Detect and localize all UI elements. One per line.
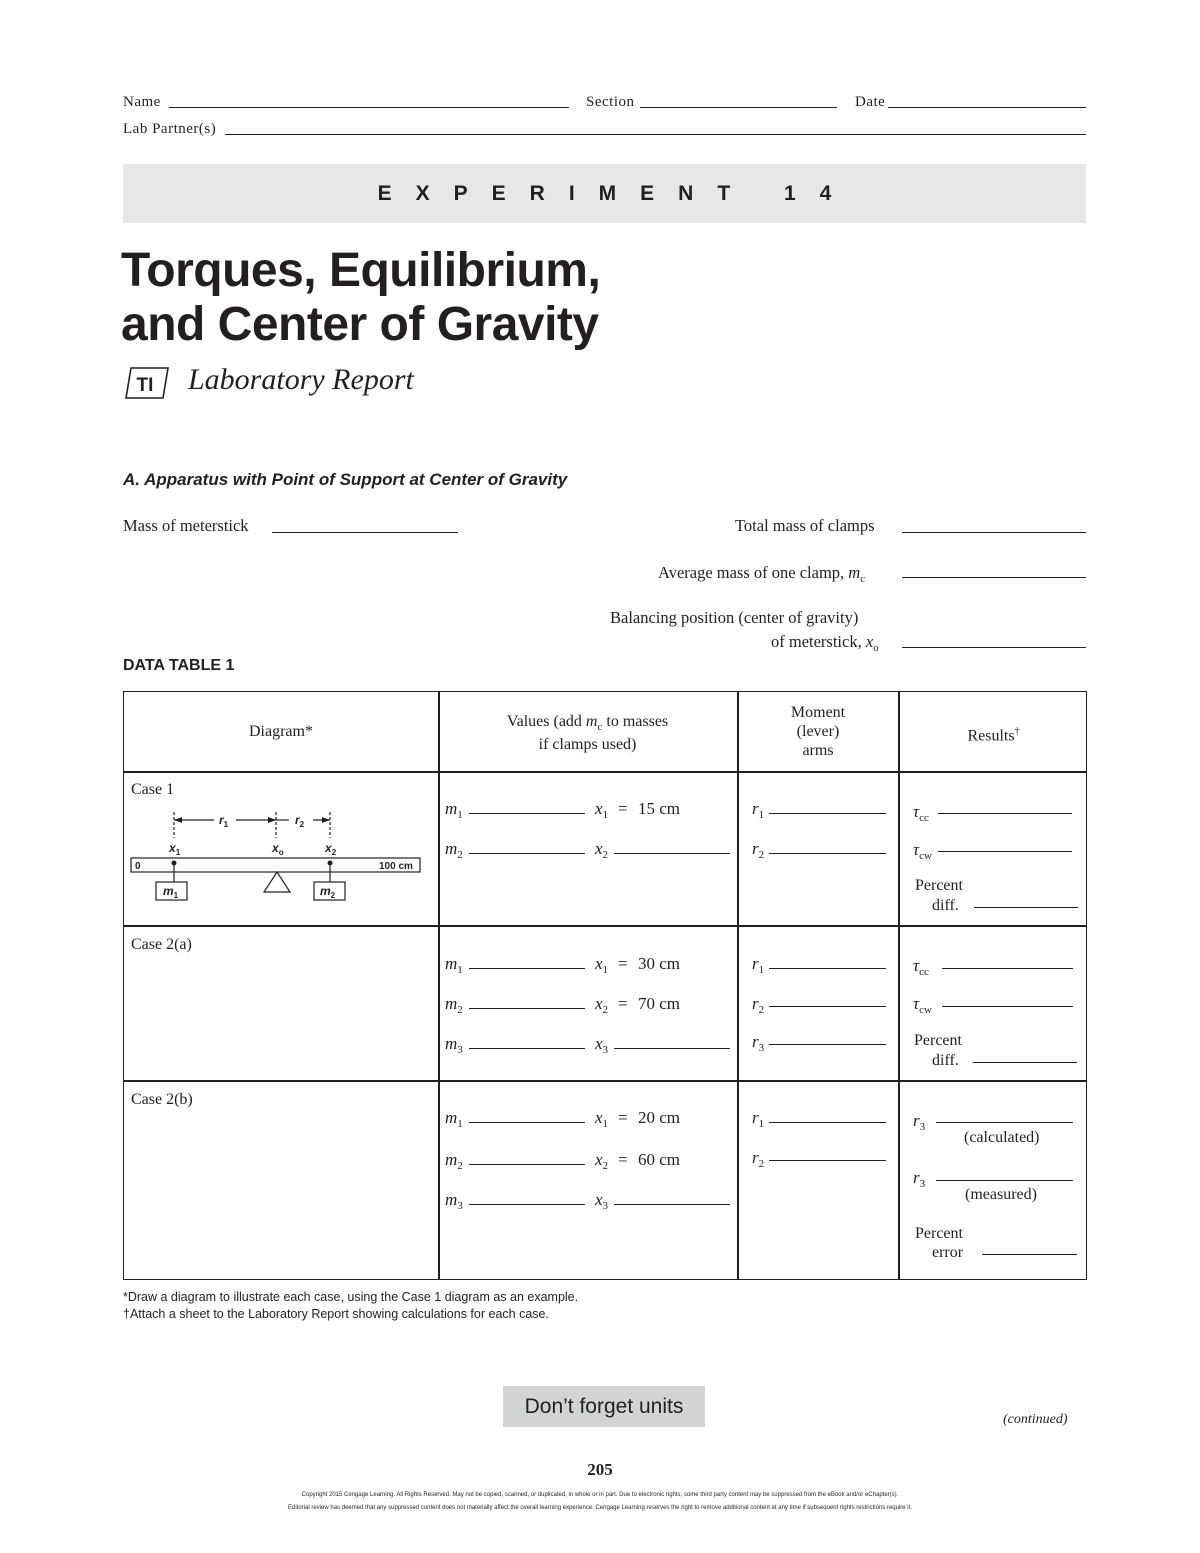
- case2a-x2-equals: =: [618, 994, 628, 1013]
- row-divider: [124, 925, 1086, 927]
- case2b-r3-calculated-input[interactable]: [936, 1122, 1073, 1123]
- diagram-x2-label: $x_2$: [325, 841, 337, 857]
- case1-m1-input[interactable]: [469, 813, 585, 814]
- case2b-x3-input[interactable]: [614, 1204, 730, 1205]
- copyright-line-1: Copyright 2015 Cengage Learning. All Rights Reserved. May not be copied, scanned, or duplicated, in whole or in part. Due to electronic rights, some third party content may be suppressed from the eBook and/or eChapter(s).: [301, 1492, 899, 1498]
- case2a-tau-cw-input[interactable]: [942, 1006, 1073, 1007]
- diagram-m2-label: $m_2$: [320, 884, 336, 900]
- case2a-tau-cw-label: $\tau_{cw}$: [913, 994, 932, 1016]
- case2b-m3-label: $m_3$: [445, 1190, 463, 1212]
- case2a-r1-input[interactable]: [769, 968, 886, 969]
- case2b-r1-input[interactable]: [769, 1122, 886, 1123]
- mass-meterstick-field[interactable]: [272, 532, 458, 533]
- case2b-x3-label: $x_3$: [595, 1190, 609, 1212]
- case2b-r3-meas-label: $r_3$: [913, 1168, 926, 1190]
- title-line-1: Torques, Equilibrium,: [121, 244, 601, 297]
- case1-tau-cc-input[interactable]: [938, 813, 1072, 814]
- case1-percent-diff-input[interactable]: [974, 907, 1078, 908]
- subtitle: Laboratory Report: [188, 363, 414, 396]
- case2a-m2-input[interactable]: [469, 1008, 585, 1009]
- case2a-m2-label: $m_2$: [445, 994, 463, 1016]
- case2b-measured-label: (measured): [965, 1186, 1037, 1203]
- date-field[interactable]: [888, 107, 1086, 108]
- header-diagram: Diagram*: [249, 723, 313, 740]
- section-a-heading: A. Apparatus with Point of Support at Center of Gravity: [123, 470, 568, 489]
- case2a-percent-diff-input[interactable]: [973, 1062, 1077, 1063]
- case2b-m1-input[interactable]: [469, 1122, 585, 1123]
- diagram-xo-label: $x_o$: [272, 841, 284, 857]
- case-1-label: Case 1: [131, 781, 175, 798]
- case2a-r2-input[interactable]: [769, 1006, 886, 1007]
- section-label: Section: [586, 94, 635, 110]
- footnote-calculations: †Attach a sheet to the Laboratory Report showing calculations for each case.: [123, 1307, 549, 1321]
- case2a-x3-label: $x_3$: [595, 1034, 609, 1056]
- case1-tau-cw-input[interactable]: [938, 851, 1072, 852]
- units-reminder-note: Don’t forget units: [503, 1386, 705, 1427]
- case1-m1-label: $m_1$: [445, 799, 463, 821]
- case2b-x2-label: $x_2$: [595, 1150, 609, 1172]
- case-2a-label: Case 2(a): [131, 936, 192, 953]
- mass-meterstick-label: Mass of meterstick: [123, 516, 249, 535]
- case2a-r2-label: $r_2$: [752, 994, 765, 1016]
- case2b-m2-label: $m_2$: [445, 1150, 463, 1172]
- case2a-x3-input[interactable]: [614, 1048, 730, 1049]
- case2b-percent-label: Percent: [915, 1225, 963, 1242]
- case2b-x1-equals: =: [618, 1108, 628, 1127]
- case1-r2-input[interactable]: [769, 853, 886, 854]
- balancing-position-label-2: of meterstick, $x_o$: [771, 632, 879, 654]
- copyright-line-2: Editorial review has deemed that any suppressed content does not materially affect the overall learning experience. Cengage Learning reserves the right to remove additional content at any time if subsequent rights restrictions require it.: [288, 1505, 912, 1511]
- case2a-percent-label: Percent: [914, 1032, 962, 1049]
- lab-partners-label: Lab Partner(s): [123, 121, 217, 137]
- case2b-r2-label: $r_2$: [752, 1148, 765, 1170]
- header-values: Values (add $m_c$ to masses if clamps used): [506, 713, 669, 753]
- case2b-m2-input[interactable]: [469, 1164, 585, 1165]
- case2a-x2-label: $x_2$: [595, 994, 609, 1016]
- case2a-m3-input[interactable]: [469, 1048, 585, 1049]
- name-label: Name: [123, 94, 161, 110]
- case2b-x1-label: $x_1$: [595, 1108, 609, 1130]
- date-label: Date: [855, 94, 886, 110]
- case2b-r2-input[interactable]: [769, 1160, 886, 1161]
- balancing-position-label: Balancing position (center of gravity): [610, 608, 859, 627]
- column-divider: [737, 692, 739, 1279]
- case2a-x1-equals: =: [618, 954, 628, 973]
- total-mass-clamps-field[interactable]: [902, 532, 1086, 533]
- case2b-m1-label: $m_1$: [445, 1108, 463, 1130]
- continued-label: (continued): [1003, 1412, 1068, 1427]
- case2b-percent-error-input[interactable]: [982, 1254, 1077, 1255]
- balancing-position-field[interactable]: [902, 647, 1086, 648]
- case2a-m3-label: $m_3$: [445, 1034, 463, 1056]
- name-field[interactable]: [169, 107, 569, 108]
- diagram-x1-label: $x_1$: [169, 841, 181, 857]
- page-title: [121, 244, 600, 352]
- case1-m2-label: $m_2$: [445, 839, 463, 861]
- section-field[interactable]: [640, 107, 837, 108]
- case1-tau-cc-label: $\tau_{cc}$: [913, 802, 929, 824]
- case1-tau-cw-label: $\tau_{cw}$: [913, 840, 932, 862]
- diagram-zero-label: 0: [135, 861, 141, 872]
- case1-x2-input[interactable]: [614, 853, 730, 854]
- case2b-r3-calc-label: $r_3$: [913, 1111, 926, 1133]
- case2b-r3-measured-input[interactable]: [936, 1180, 1073, 1181]
- column-divider: [898, 692, 900, 1279]
- case1-diff-label: diff.: [932, 897, 959, 914]
- case-1-diagram: [129, 804, 429, 914]
- page-number: 205: [587, 1460, 613, 1479]
- experiment-number: EXPERIMENT 14: [377, 182, 856, 205]
- case1-x1-equals: =: [618, 799, 628, 818]
- diagram-end-label: 100 cm: [379, 861, 413, 872]
- case2a-r3-label: $r_3$: [752, 1032, 765, 1054]
- title-line-2: and Center of Gravity: [121, 298, 599, 351]
- data-table-title: DATA TABLE 1: [123, 657, 235, 674]
- case1-r1-input[interactable]: [769, 813, 886, 814]
- case2a-tau-cc-label: $\tau_{cc}$: [913, 956, 929, 978]
- ti-calculator-icon: [125, 366, 169, 400]
- avg-mass-clamp-field[interactable]: [902, 577, 1086, 578]
- case2a-x1-label: $x_1$: [595, 954, 609, 976]
- case2b-calculated-label: (calculated): [964, 1129, 1040, 1146]
- case1-x1-value: 15 cm: [638, 799, 681, 818]
- data-table: [123, 691, 1087, 1280]
- row-divider: [124, 1080, 1086, 1082]
- case2a-m1-label: $m_1$: [445, 954, 463, 976]
- diagram-r2-label: $r_2$: [295, 813, 305, 829]
- case1-r2-label: $r_2$: [752, 839, 765, 861]
- case1-percent-label: Percent: [915, 877, 963, 894]
- case2b-x2-value: 60 cm: [638, 1150, 681, 1169]
- total-mass-clamps-label: Total mass of clamps: [735, 516, 875, 535]
- header-results: Results†: [967, 726, 1020, 745]
- case2a-tau-cc-input[interactable]: [942, 968, 1073, 969]
- case2a-diff-label: diff.: [932, 1052, 959, 1069]
- case1-m2-input[interactable]: [469, 853, 585, 854]
- case2a-r3-input[interactable]: [769, 1044, 886, 1045]
- case2a-r1-label: $r_1$: [752, 954, 765, 976]
- footnote-diagram: *Draw a diagram to illustrate each case, using the Case 1 diagram as an example.: [123, 1290, 579, 1304]
- case2b-error-label: error: [932, 1244, 964, 1261]
- case2b-x1-value: 20 cm: [638, 1108, 681, 1127]
- case2a-m1-input[interactable]: [469, 968, 585, 969]
- case2b-r1-label: $r_1$: [752, 1108, 765, 1130]
- column-divider: [438, 692, 440, 1279]
- case1-x2-label: $x_2$: [595, 839, 609, 861]
- case2a-x1-value: 30 cm: [638, 954, 681, 973]
- diagram-m1-label: $m_1$: [163, 884, 179, 900]
- case2a-x2-value: 70 cm: [638, 994, 681, 1013]
- lab-partners-field[interactable]: [225, 134, 1086, 135]
- case2b-x2-equals: =: [618, 1150, 628, 1169]
- header-moment-arms: Moment (lever) arms: [790, 704, 846, 759]
- case-2b-label: Case 2(b): [131, 1091, 193, 1108]
- row-divider: [124, 771, 1086, 773]
- case1-r1-label: $r_1$: [752, 799, 765, 821]
- avg-mass-clamp-label: Average mass of one clamp, $m_c$: [658, 563, 866, 585]
- case1-x1-label: $x_1$: [595, 799, 609, 821]
- diagram-r1-label: $r_1$: [219, 813, 229, 829]
- experiment-banner: [123, 164, 1086, 223]
- ti-badge: TI: [136, 375, 154, 396]
- case2b-m3-input[interactable]: [469, 1204, 585, 1205]
